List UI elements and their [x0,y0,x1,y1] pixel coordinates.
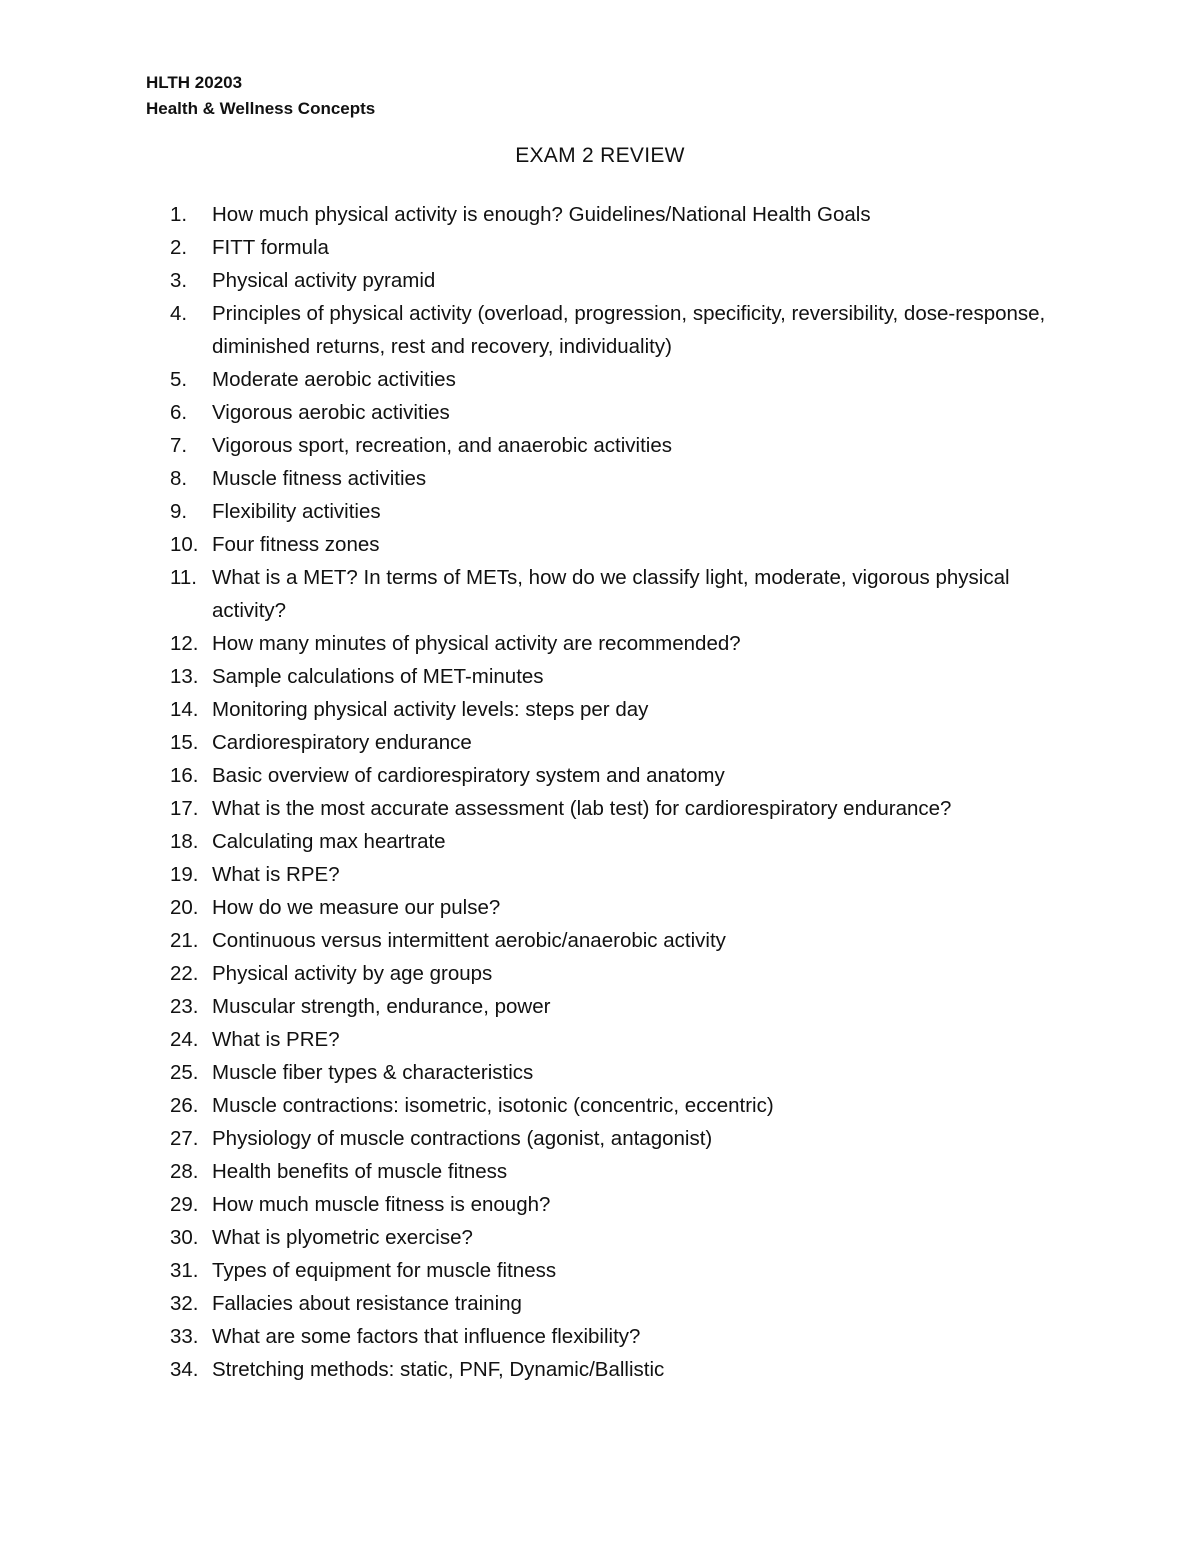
list-item-text: Sample calculations of MET-minutes [212,665,544,688]
list-item [170,1188,1050,1221]
list-item-number: 10. [170,533,199,556]
list-item-number: 13. [170,665,199,688]
list-item-number: 21. [170,929,199,952]
list-item-number: 3. [170,269,188,292]
list-item [170,825,1050,858]
list-item [170,561,1050,627]
list-item-text: Muscle contractions: isometric, isotonic (concentric, eccentric) [212,1094,774,1117]
list-item-text: How many minutes of physical activity are recommended? [212,632,741,655]
list-item-text: What is plyometric exercise? [212,1226,473,1249]
list-item [170,231,1050,264]
list-item-number: 5. [170,368,188,391]
list-item [170,429,1050,462]
list-item-number: 26. [170,1094,199,1117]
list-item-text: Monitoring physical activity levels: steps per day [212,698,649,721]
list-item-number: 4. [170,302,188,325]
list-item [170,858,1050,891]
list-item-text: Physical activity pyramid [212,269,436,292]
list-item [170,1353,1050,1386]
list-item [170,660,1050,693]
list-item-number: 2. [170,236,188,259]
list-item [170,990,1050,1023]
list-item-text: Stretching methods: static, PNF, Dynamic/Ballistic [212,1358,665,1381]
list-item [170,1089,1050,1122]
list-item-text: What is a MET? In terms of METs, how do we classify light, moderate, vigorous physical activity? [212,566,1010,622]
list-item-number: 9. [170,500,188,523]
list-item [170,1056,1050,1089]
list-item-text: Physiology of muscle contractions (agonist, antagonist) [212,1127,713,1150]
list-item-number: 15. [170,731,199,754]
list-item-text: Calculating max heartrate [212,830,446,853]
list-item-number: 16. [170,764,199,787]
list-item-text: FITT formula [212,236,329,259]
list-item-text: Muscle fitness activities [212,467,427,490]
list-item-number: 34. [170,1358,199,1381]
list-item-number: 20. [170,896,199,919]
list-item [170,627,1050,660]
list-item [170,1221,1050,1254]
list-item-number: 1. [170,203,188,226]
list-item-text: How much muscle fitness is enough? [212,1193,551,1216]
list-item-number: 22. [170,962,199,985]
list-item-text: Muscular strength, endurance, power [212,995,551,1018]
list-item [170,363,1050,396]
list-item [170,297,1050,363]
list-item-text: Moderate aerobic activities [212,368,456,391]
list-item-text: Types of equipment for muscle fitness [212,1259,557,1282]
list-item-text: Flexibility activities [212,500,381,523]
list-item-number: 24. [170,1028,199,1051]
list-item [170,759,1050,792]
list-item [170,198,1050,231]
list-item-text: Principles of physical activity (overload, progression, specificity, reversibility, dose-response, diminished returns, rest and recovery, individuality) [212,302,1046,358]
list-item-number: 7. [170,434,188,457]
list-item-text: Continuous versus intermittent aerobic/anaerobic activity [212,929,726,952]
list-item-text: How do we measure our pulse? [212,896,501,919]
document-header [146,70,375,122]
list-item-text: What is PRE? [212,1028,340,1051]
list-item [170,792,1050,825]
course-name: Health & Wellness Concepts [146,99,376,118]
list-item [170,726,1050,759]
list-item [170,264,1050,297]
list-item-number: 33. [170,1325,199,1348]
list-item-number: 23. [170,995,199,1018]
list-item-number: 30. [170,1226,199,1249]
list-item-number: 6. [170,401,188,424]
list-item-text: Fallacies about resistance training [212,1292,522,1315]
list-item [170,1320,1050,1353]
list-item [170,396,1050,429]
list-item-number: 18. [170,830,199,853]
list-item [170,957,1050,990]
list-item-text: How much physical activity is enough? Guidelines/National Health Goals [212,203,871,226]
list-item [170,891,1050,924]
list-item-text: Health benefits of muscle fitness [212,1160,508,1183]
list-item [170,462,1050,495]
list-item-number: 31. [170,1259,199,1282]
list-item [170,1254,1050,1287]
list-item-text: What are some factors that influence flexibility? [212,1325,641,1348]
list-item-number: 32. [170,1292,199,1315]
list-item-text: Vigorous sport, recreation, and anaerobic activities [212,434,672,457]
list-item-number: 27. [170,1127,199,1150]
list-item-text: Physical activity by age groups [212,962,493,985]
list-item [170,1155,1050,1188]
list-item-number: 17. [170,797,199,820]
review-topic-list [170,198,1050,1386]
list-item [170,1023,1050,1056]
list-item-text: What is RPE? [212,863,340,886]
list-item-number: 28. [170,1160,199,1183]
list-item-text: What is the most accurate assessment (lab test) for cardiorespiratory endurance? [212,797,952,820]
list-item-text: Basic overview of cardiorespiratory system and anatomy [212,764,725,787]
list-item-number: 11. [170,566,197,589]
list-item [170,1287,1050,1320]
list-item-text: Vigorous aerobic activities [212,401,450,424]
list-item-number: 8. [170,467,188,490]
list-item-text: Cardiorespiratory endurance [212,731,472,754]
list-item [170,528,1050,561]
document-title: EXAM 2 REVIEW [515,144,685,167]
course-code: HLTH 20203 [146,73,243,92]
list-item-text: Four fitness zones [212,533,380,556]
list-item-number: 12. [170,632,199,655]
list-item-number: 25. [170,1061,199,1084]
list-item-number: 14. [170,698,199,721]
list-item [170,495,1050,528]
list-item-number: 19. [170,863,199,886]
list-item [170,924,1050,957]
list-item [170,693,1050,726]
list-item-number: 29. [170,1193,199,1216]
list-item [170,1122,1050,1155]
list-item-text: Muscle fiber types & characteristics [212,1061,534,1084]
